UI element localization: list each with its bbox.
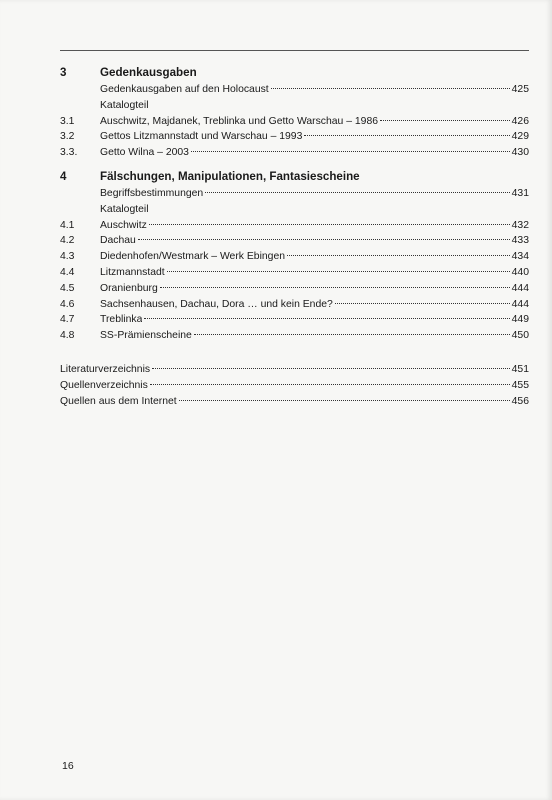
dot-leader [380,120,510,121]
toc-entry [60,218,529,234]
entry-page: 433 [511,235,529,247]
entry-title: Gettos Litzmannstadt und Warschau – 1993 [100,131,303,143]
toc-entry [60,98,529,114]
entry-title: Literaturverzeichnis [60,363,151,375]
entry-number: 4.8 [60,330,75,342]
dot-leader [149,224,510,225]
section-heading-3 [60,64,529,82]
entry-title: Sachsenhausen, Dachau, Dora … und kein Ende? [100,298,333,310]
entry-page: 432 [511,219,529,231]
toc-entry [60,233,529,249]
section-heading-4 [60,168,529,186]
section-number: 3 [60,66,67,79]
dot-leader [152,368,510,369]
entry-number: 4.6 [60,298,75,310]
entry-page: 449 [511,314,529,326]
toc-entry [60,145,529,161]
back-matter-entry [60,362,529,378]
table-of-contents [60,64,529,409]
entry-number: 4.7 [60,314,75,326]
toc-entry [60,202,529,218]
dot-leader [287,255,510,256]
entry-page: 434 [511,251,529,263]
dot-leader [160,287,510,288]
toc-entry [60,281,529,297]
toc-entry [60,328,529,344]
entry-page: 440 [511,266,529,278]
dot-leader [167,271,510,272]
entry-number: 3.3. [60,147,78,159]
entry-page: 431 [511,187,529,199]
entry-title: Oranienburg [100,282,158,294]
entry-title: Dachau [100,235,136,247]
entry-title: Begriffsbestimmungen [100,187,204,199]
entry-title: Getto Wilna – 2003 [100,147,189,159]
dot-leader [179,400,510,401]
toc-entry [60,297,529,313]
entry-number: 4.3 [60,251,75,263]
toc-entry [60,186,529,202]
dot-leader [194,334,510,335]
entry-page: 450 [511,330,529,342]
dot-leader [138,239,510,240]
page-number: 16 [62,760,74,772]
entry-title: Auschwitz [100,219,147,231]
section-number: 4 [60,169,67,183]
toc-entry [60,249,529,265]
dot-leader [335,303,510,304]
dot-leader [191,151,510,152]
entry-page: 425 [511,84,529,95]
back-matter-entry [60,394,529,410]
toc-entry [60,114,529,130]
toc-entry [60,129,529,145]
dot-leader [271,88,510,89]
entry-number: 4.5 [60,282,75,294]
dot-leader [144,318,509,319]
entry-title: Katalogteil [100,99,149,111]
entry-page: 426 [511,115,529,127]
dot-leader [304,135,509,136]
entry-number: 4.2 [60,235,75,247]
toc-entry [60,265,529,281]
entry-number: 4.4 [60,266,75,278]
entry-title: Treblinka [100,314,143,326]
entry-number: 4.1 [60,219,75,231]
dot-leader [150,384,510,385]
section-spacer [60,161,529,168]
toc-entry [60,82,529,98]
entry-title: Auschwitz, Majdanek, Treblinka und Getto Warschau – 1986 [100,115,378,127]
entry-title: SS-Prämienscheine [100,330,192,342]
entry-page: 444 [511,282,529,294]
section-spacer [60,344,529,362]
entry-page: 444 [511,298,529,310]
entry-page: 430 [511,147,529,159]
entry-page: 456 [511,395,529,407]
dot-leader [205,192,509,193]
entry-title: Quellen aus dem Internet [60,395,177,407]
section-title: Gedenkausgaben [100,66,197,79]
entry-title: Gedenkausgaben auf den Holocaust [100,84,269,95]
entry-number: 3.2 [60,131,75,143]
section-title: Fälschungen, Manipulationen, Fantasiescheine [100,169,360,183]
toc-entry [60,312,529,328]
entry-page: 455 [511,379,529,391]
back-matter-entry [60,378,529,394]
entry-title: Diedenhofen/Westmark – Werk Ebingen [100,251,286,263]
entry-number: 3.1 [60,115,75,127]
entry-title: Quellenverzeichnis [60,379,148,391]
entry-page: 451 [511,363,529,375]
top-rule [60,50,529,51]
entry-title: Katalogteil [100,203,149,215]
entry-page: 429 [511,131,529,143]
entry-title: Litzmannstadt [100,266,165,278]
